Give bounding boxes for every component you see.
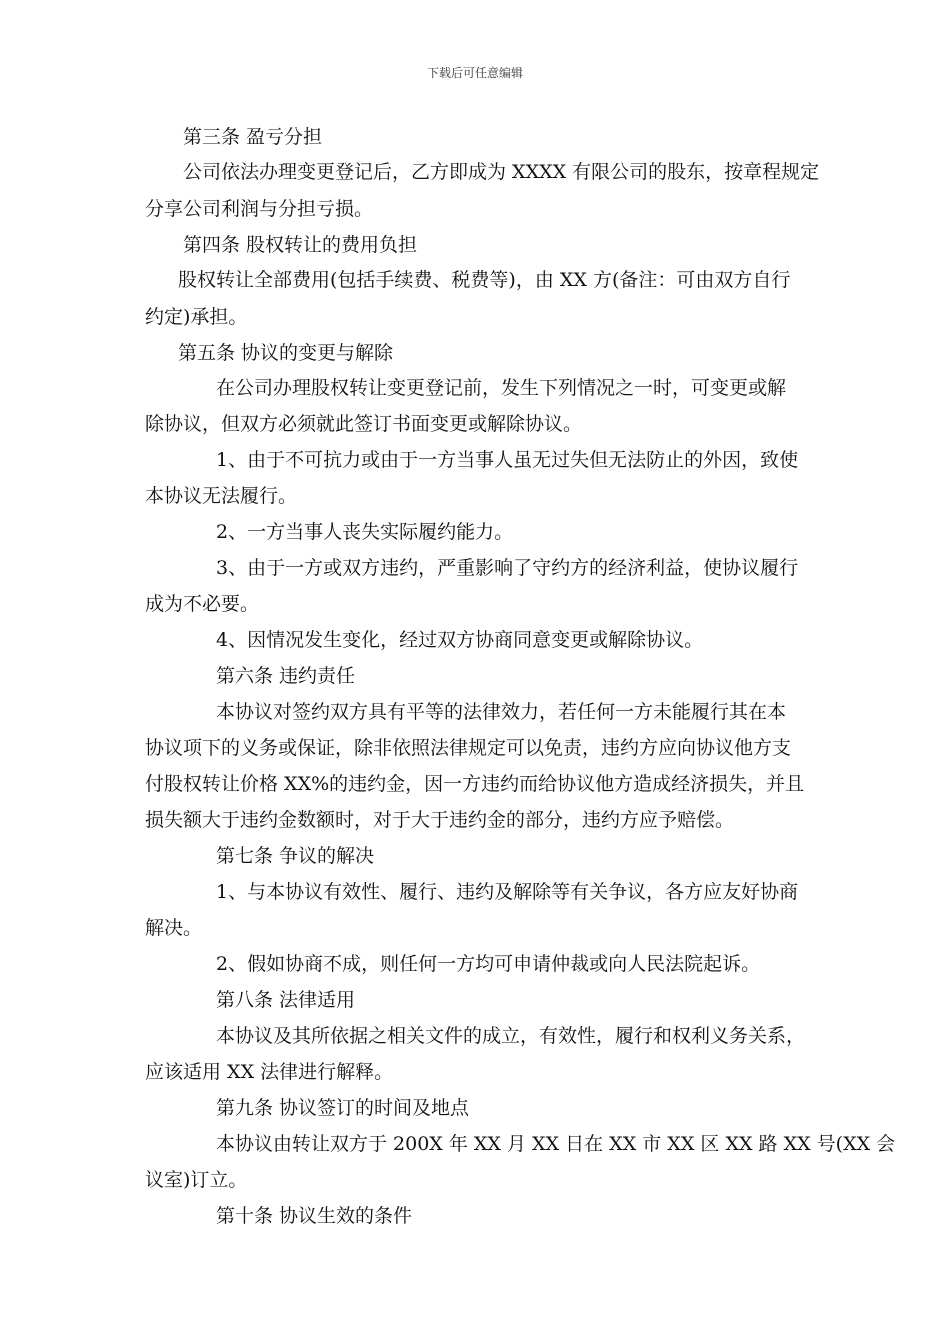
paragraph-line: 本协议及其所依据之相关文件的成立，有效性，履行和权利义务关系， [216, 1025, 806, 1047]
page-header: 下载后可任意编辑 [426, 66, 523, 80]
article-heading: 第三条 盈亏分担 [183, 126, 323, 148]
list-item-line: 1、由于不可抗力或由于一方当事人虽无过失但无法防止的外因，致使 [216, 449, 799, 471]
article-heading: 第五条 协议的变更与解除 [178, 342, 394, 364]
paragraph-line: 协议项下的义务或保证，除非依照法律规定可以免责，违约方应向协议他方支 [145, 737, 792, 759]
article-heading: 第八条 法律适用 [216, 989, 356, 1011]
paragraph-line: 议室)订立。 [145, 1169, 248, 1191]
paragraph-line: 公司依法办理变更登记后，乙方即成为 XXXX 有限公司的股东，按章程规定 [183, 161, 820, 183]
paragraph-line: 损失额大于违约金数额时，对于大于违约金的部分，违约方应予赔偿。 [145, 809, 735, 831]
list-item-line: 4、因情况发生变化，经过双方协商同意变更或解除协议。 [216, 629, 704, 651]
paragraph-line: 本协议由转让双方于 200X 年 XX 月 XX 日在 XX 市 XX 区 XX 路 XX 号(XX 会 [216, 1133, 896, 1155]
paragraph-line: 在公司办理股权转让变更登记前，发生下列情况之一时，可变更或解 [216, 377, 787, 399]
paragraph-line: 除协议，但双方必须就此签订书面变更或解除协议。 [145, 413, 583, 435]
article-heading: 第六条 违约责任 [216, 665, 356, 687]
paragraph-line: 本协议对签约双方具有平等的法律效力，若任何一方未能履行其在本 [216, 701, 787, 723]
article-heading: 第七条 争议的解决 [216, 845, 375, 867]
paragraph-line: 付股权转让价格 XX%的违约金，因一方违约而给协议他方造成经济损失，并且 [145, 773, 805, 795]
list-item-line: 本协议无法履行。 [145, 485, 298, 507]
paragraph-line: 分享公司利润与分担亏损。 [145, 198, 374, 220]
paragraph-line: 约定)承担。 [145, 306, 248, 328]
list-item-line: 解决。 [145, 917, 203, 939]
list-item-line: 2、假如协商不成，则任何一方均可申请仲裁或向人民法院起诉。 [216, 953, 761, 975]
article-heading: 第四条 股权转让的费用负担 [183, 234, 418, 256]
list-item-line: 1、与本协议有效性、履行、违约及解除等有关争议，各方应友好协商 [216, 881, 799, 903]
list-item-line: 3、由于一方或双方违约，严重影响了守约方的经济利益，使协议履行 [216, 557, 799, 579]
article-heading: 第九条 协议签订的时间及地点 [216, 1097, 470, 1119]
paragraph-line: 应该适用 XX 法律进行解释。 [145, 1061, 394, 1083]
article-heading: 第十条 协议生效的条件 [216, 1205, 413, 1227]
paragraph-line: 股权转让全部费用(包括手续费、税费等)，由 XX 方(备注：可由双方自行 [178, 269, 791, 291]
list-item-line: 2、一方当事人丧失实际履约能力。 [216, 521, 514, 543]
list-item-line: 成为不必要。 [145, 593, 260, 615]
